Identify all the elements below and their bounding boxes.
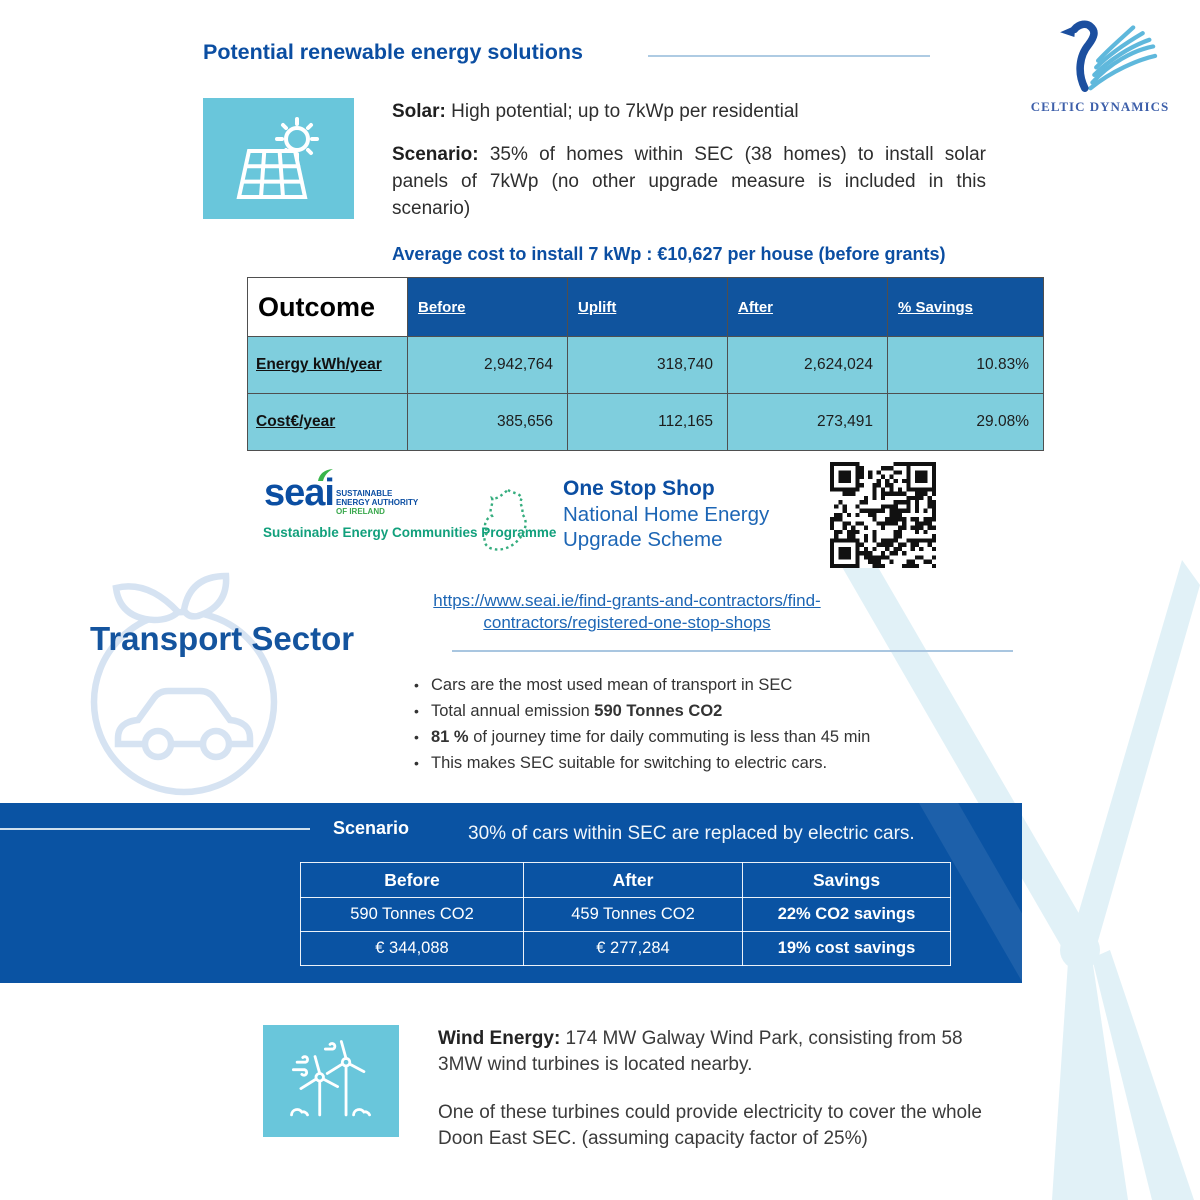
transport-bullet-list	[412, 672, 972, 776]
swan-logo-icon	[1040, 18, 1160, 92]
solar-scenario-paragraph: Scenario: 35% of homes within SEC (38 homes) to install solar panels of 7kWp (no other upgrade measure is included in this scenario)	[392, 144, 986, 219]
qr-code	[830, 462, 936, 568]
ev-scenario-banner	[0, 803, 1022, 983]
title-divider	[648, 55, 930, 57]
scenario-label: Scenario	[333, 818, 410, 838]
list-item: • 81 % of journey time for daily commuting is less than 45 min	[412, 724, 972, 750]
ev-header-before: Before	[301, 863, 524, 898]
ev-comparison-table	[300, 862, 951, 966]
cell-value: 19% cost savings	[743, 932, 951, 966]
one-stop-shop-line2: Upgrade Scheme	[563, 528, 723, 551]
cell-value: 590 Tonnes CO2	[301, 898, 524, 932]
one-stop-shop-line1: National Home Energy	[563, 503, 770, 526]
wind-energy-description	[438, 1026, 987, 1152]
cell-value: 273,491	[728, 394, 888, 451]
cell-value: 29.08%	[888, 394, 1044, 451]
cell-value: 318,740	[568, 337, 728, 394]
brand-logo	[1022, 18, 1178, 114]
solar-description	[392, 98, 986, 222]
table-row	[248, 394, 1044, 451]
cell-value: € 344,088	[301, 932, 524, 966]
wind-icon-box	[263, 1025, 399, 1137]
outcome-corner-cell: Outcome	[248, 278, 408, 337]
solar-icon-box	[203, 98, 354, 219]
row-label-cost: Cost€/year	[248, 394, 408, 451]
column-header-savings: % Savings	[888, 278, 1044, 337]
seai-programme-label: Sustainable Energy Communities Programme	[263, 525, 557, 540]
transport-sector-heading: Transport Sector	[90, 620, 355, 657]
one-stop-shop-title: One Stop Shop	[563, 477, 715, 500]
cell-value: 22% CO2 savings	[743, 898, 951, 932]
scenario-sentence: 30% of cars within SEC are replaced by electric cars.	[468, 823, 915, 844]
eco-car-watermark	[78, 572, 290, 810]
scenario-divider	[0, 828, 310, 830]
outcome-table	[247, 277, 1044, 451]
table-row	[248, 337, 1044, 394]
ev-header-row	[301, 863, 951, 898]
cell-value: 112,165	[568, 394, 728, 451]
cell-value: 2,624,024	[728, 337, 888, 394]
solar-panel-icon	[223, 109, 335, 209]
wind-turbines-icon	[281, 1034, 381, 1128]
wind-paragraph-2: One of these turbines could provide electricity to cover the whole Doon East SEC. (assuming capacity factor of 25%)	[438, 1102, 982, 1149]
page-title: Potential renewable energy solutions	[203, 40, 583, 64]
solar-potential-line: Solar: High potential; up to 7kWp per residential	[392, 101, 799, 122]
ev-header-savings: Savings	[743, 863, 951, 898]
column-header-after: After	[728, 278, 888, 337]
column-header-uplift: Uplift	[568, 278, 728, 337]
seai-registered-oss-link[interactable]: https://www.seai.ie/find-grants-and-contractors/find- contractors/registered-one-stop-shops	[433, 591, 821, 632]
list-item: • Total annual emission 590 Tonnes CO2	[412, 698, 972, 724]
ireland-map-icon	[478, 486, 528, 566]
cell-value: 459 Tonnes CO2	[524, 898, 743, 932]
seai-logo: seai	[264, 472, 334, 514]
row-label-energy: Energy kWh/year	[248, 337, 408, 394]
table-row	[301, 898, 951, 932]
link-divider	[452, 650, 1013, 652]
list-item: • Cars are the most used mean of transport in SEC	[412, 672, 972, 698]
ev-header-after: After	[524, 863, 743, 898]
seai-leaf-icon	[317, 468, 335, 482]
average-cost-line: Average cost to install 7 kWp : €10,627 per house (before grants)	[392, 244, 946, 264]
brand-name: CELTIC DYNAMICS	[1030, 99, 1170, 114]
table-row	[301, 932, 951, 966]
seai-authority-text: SUSTAINABLE ENERGY AUTHORITY OF IRELAND	[336, 489, 419, 516]
wind-paragraph-1: Wind Energy: 174 MW Galway Wind Park, consisting from 58 3MW wind turbines is located nearby.	[438, 1028, 963, 1075]
list-item: • This makes SEC suitable for switching to electric cars.	[412, 750, 972, 776]
cell-value: € 277,284	[524, 932, 743, 966]
column-header-before: Before	[408, 278, 568, 337]
cell-value: 2,942,764	[408, 337, 568, 394]
outcome-header-row	[248, 278, 1044, 337]
cell-value: 385,656	[408, 394, 568, 451]
cell-value: 10.83%	[888, 337, 1044, 394]
